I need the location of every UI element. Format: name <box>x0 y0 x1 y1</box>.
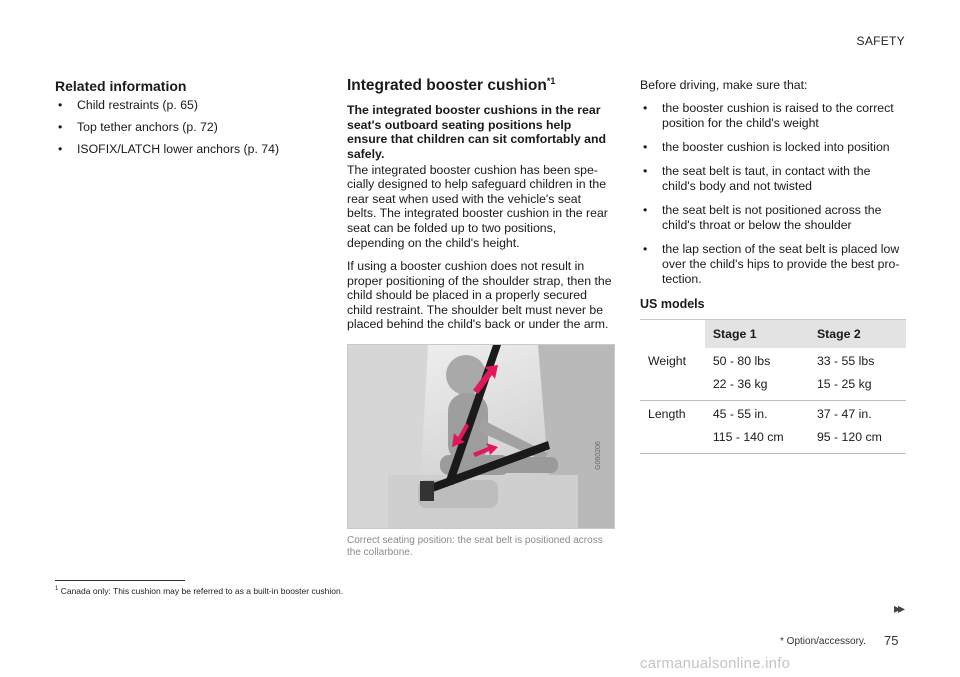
table-header-stage-1: Stage 1 <box>705 320 809 349</box>
related-link[interactable]: • Top tether anchors (p. 72) <box>55 120 295 135</box>
heading-text: Integrated booster cushion <box>347 77 547 95</box>
option-accessory-note: * Option/accessory. <box>780 636 866 647</box>
table-header-row <box>640 320 906 349</box>
related-list <box>55 98 295 157</box>
footnote-ref[interactable]: *1 <box>546 76 556 86</box>
section-title: SAFETY <box>856 34 905 48</box>
booster-illustration <box>347 344 615 529</box>
checks-list <box>640 101 906 287</box>
figure-code: G060206 <box>595 441 602 471</box>
check-item: • the booster cushion is raised to the correct position for the child's weight <box>640 101 906 131</box>
next-page-arrows-icon[interactable]: ▸▸ <box>893 600 902 616</box>
cell-value: 115 - 140 cm <box>712 430 784 444</box>
footnote-text: Canada only: This cushion may be referred to as a built-in booster cushion. <box>60 586 344 596</box>
table-header-empty <box>640 320 705 349</box>
table-row <box>640 348 906 401</box>
cell-value: 95 - 120 cm <box>816 430 882 444</box>
cell-value: 45 - 55 in. <box>712 407 768 421</box>
figure-caption: Correct seating position: the seat belt is positioned across the collarbone. <box>347 535 603 559</box>
us-models-title: US models <box>640 297 705 311</box>
check-item: • the booster cushion is locked into position <box>640 140 906 155</box>
table-cell <box>809 348 906 401</box>
related-title: Related information <box>55 78 187 94</box>
table-cell <box>705 348 809 401</box>
cell-value: 37 - 47 in. <box>816 407 872 421</box>
check-item: • the seat belt is not positioned across the child's throat or below the shoulder <box>640 203 906 233</box>
row-label: Weight <box>640 348 705 401</box>
footnote-divider <box>55 580 185 581</box>
section-heading <box>347 76 613 95</box>
page-number: 75 <box>884 633 899 648</box>
table-cell <box>809 401 906 454</box>
cell-value: 15 - 25 kg <box>816 377 872 391</box>
check-item: • the seat belt is taut, in contact with the child's body and not twisted <box>640 164 906 194</box>
pre-drive-checks <box>640 78 906 454</box>
seat-illustration-art <box>348 345 614 528</box>
check-item: • the lap section of the seat belt is placed low over the child's hips to provide the best pro-tection. <box>640 242 906 287</box>
body-paragraph: The integrated booster cushion has been spe-cially designed to help safeguard children in the rear seat when used with the vehicle's seat belts. The integrated booster cushion in the rear seat can be folded up to two positions, depending on the child's height. <box>347 162 608 250</box>
table-row <box>640 401 906 454</box>
row-label: Length <box>640 401 705 454</box>
booster-section <box>347 76 613 559</box>
cell-value: 50 - 80 lbs <box>712 354 771 368</box>
related-link[interactable]: • ISOFIX/LATCH lower anchors (p. 74) <box>55 142 295 157</box>
cell-value: 22 - 36 kg <box>712 377 768 391</box>
intro-text: The integrated booster cushions in the rear seat's outboard seating positions help ensure that children can sit comfortably and safely. <box>347 103 606 161</box>
stage-table <box>640 319 906 454</box>
table-header-stage-2: Stage 2 <box>809 320 906 349</box>
footnote-mark: 1 <box>55 586 59 593</box>
related-information <box>55 78 295 164</box>
footnote <box>55 586 343 596</box>
cell-value: 33 - 55 lbs <box>816 354 875 368</box>
table-cell <box>705 401 809 454</box>
watermark: carmanualsonline.info <box>640 655 791 672</box>
related-link[interactable]: • Child restraints (p. 65) <box>55 98 295 113</box>
body-paragraph: If using a booster cushion does not result in proper positioning of the shoulder strap, then the child should be placed in a properly secured child restraint. The shoulder belt must never be placed behind the child's back or under the arm. <box>347 259 612 332</box>
checks-lead: Before driving, make sure that: <box>640 78 808 92</box>
